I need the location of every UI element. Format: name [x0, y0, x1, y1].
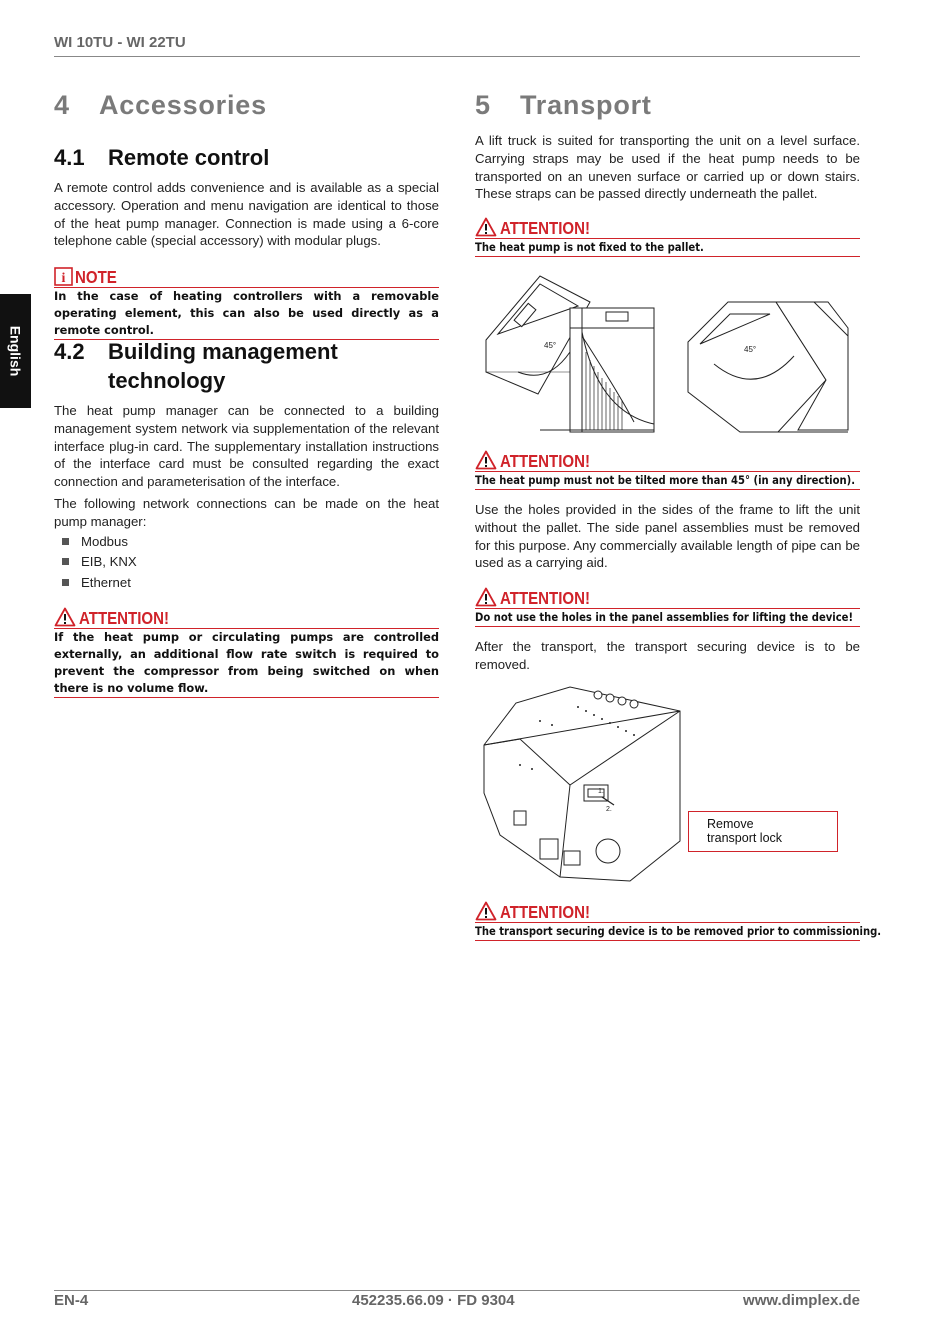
footer-page-number: EN-4: [54, 1292, 89, 1309]
bullet-square-icon: [62, 538, 69, 545]
list-item-text: Modbus: [81, 533, 128, 549]
transport-paragraph-2: Use the holes provided in the sides of the frame to lift the unit without the pallet. The side panel assemblies must be removed for this purpose. Any commercially available length of pipe can be used as a carrying aid.: [475, 502, 860, 571]
section-title-line1: Building management: [108, 339, 338, 364]
warning-triangle-icon: [475, 217, 497, 237]
attention-bottom-rule: [475, 940, 860, 941]
attention-label: ATTENTION!: [500, 588, 591, 608]
bullet-square-icon: [62, 558, 69, 565]
attention-text: The heat pump is not fixed to the pallet.: [475, 240, 704, 254]
warning-triangle-icon: [475, 587, 497, 607]
list-item: [54, 572, 439, 593]
attention-bottom-rule: [475, 626, 860, 627]
warning-triangle-icon: [54, 607, 76, 627]
bms-paragraph-1: The heat pump manager can be connected to a building management system network via supplementation of the relevant interface plug-in card. The supplementary installation instructions of the interface card must be consulted regarding the exact connection and parameterisation of the interface.: [54, 403, 439, 490]
section-5-heading: [475, 90, 652, 121]
step-1-label: 1.: [598, 788, 604, 795]
upright-unit-outline: [570, 308, 654, 432]
angle-label-right: 45°: [744, 345, 757, 354]
footer-website: www.dimplex.de: [743, 1292, 860, 1309]
attention-text: The transport securing device is to be removed prior to commissioning.: [475, 924, 882, 938]
section-title-line2: technology: [108, 368, 226, 393]
footer-document-number: 452235.66.09 · FD 9304: [352, 1292, 515, 1309]
attention-bottom-rule: [54, 697, 439, 698]
section-number: 5: [475, 90, 491, 120]
footer-divider: [54, 1290, 860, 1291]
warning-triangle-icon: [475, 901, 497, 921]
lock-label-line1: Remove: [707, 817, 754, 831]
remove-transport-lock-callout-box: [688, 811, 838, 852]
svg-text:i: i: [61, 271, 66, 286]
attention-header: [475, 215, 860, 237]
section-4-1-heading: [54, 143, 269, 172]
language-tab-label: English: [7, 325, 24, 377]
step-2-label: 2.: [606, 806, 612, 813]
document-header-title: WI 10TU - WI 22TU: [54, 34, 186, 51]
list-item: [54, 531, 439, 552]
attention-callout-panel-holes: [475, 585, 860, 627]
attention-label: ATTENTION!: [500, 451, 591, 471]
attention-header: [475, 899, 860, 921]
transport-lock-figure: [480, 685, 690, 883]
note-callout: [54, 264, 439, 340]
attention-callout-tilt: [475, 448, 860, 490]
bms-paragraph-2: The following network connections can be made on the heat pump manager:: [54, 496, 439, 529]
section-title: Accessories: [99, 90, 267, 120]
list-item: [54, 552, 439, 573]
language-tab: [0, 294, 31, 408]
remote-control-paragraph: A remote control adds convenience and is available as a special accessory. Operation and menu navigation are identical to those of the heat pump manager. Connection is made using a 6-core telephone cable (special accessory) with modular plugs.: [54, 180, 439, 249]
attention-label: ATTENTION!: [500, 218, 591, 238]
attention-callout-not-fixed: [475, 215, 860, 257]
attention-callout-external-pumps: [54, 605, 439, 698]
attention-header: [475, 448, 860, 470]
section-title: Transport: [520, 90, 652, 120]
transport-paragraph-1: A lift truck is suited for transporting the unit on a level surface. Carrying straps may be used if the heat pump needs to be transported on an uneven surface or carried up or down stairs. These straps can be passed directly underneath the pallet.: [475, 133, 860, 202]
info-icon: [54, 267, 73, 286]
section-title: [108, 337, 338, 395]
section-number: 4.2: [54, 339, 85, 364]
section-title: Remote control: [108, 145, 270, 170]
bullet-square-icon: [62, 579, 69, 586]
section-4-2-heading: [54, 337, 338, 395]
attention-text: The heat pump must not be tilted more than 45° (in any direction).: [475, 473, 856, 487]
lock-label-line2: transport lock: [707, 831, 783, 845]
attention-bottom-rule: [475, 489, 860, 490]
note-header: [54, 264, 439, 286]
list-item-text: EIB, KNX: [81, 554, 137, 570]
attention-callout-commissioning: [475, 899, 882, 941]
attention-header: [54, 605, 439, 627]
section-4-heading: [54, 90, 267, 121]
section-number: 4: [54, 90, 70, 120]
tilt-limit-figure: [478, 272, 858, 434]
warning-triangle-icon: [475, 450, 497, 470]
transport-paragraph-3: After the transport, the transport securing device is to be removed.: [475, 639, 860, 672]
network-connections-list: [54, 531, 439, 593]
attention-text: Do not use the holes in the panel assemblies for lifting the device!: [475, 610, 854, 624]
attention-label: ATTENTION!: [500, 902, 591, 922]
angle-label-left: 45°: [544, 341, 557, 350]
attention-header: [475, 585, 860, 607]
attention-text: If the heat pump or circulating pumps are controlled externally, an additional flow rate switch is required to prevent the compressor from being switched on when there is no volume flow.: [54, 630, 439, 695]
section-number: 4.1: [54, 145, 85, 170]
header-divider: [54, 56, 860, 57]
note-text: In the case of heating controllers with a removable operating element, this can also be used directly as a remote control.: [54, 289, 439, 337]
attention-bottom-rule: [475, 256, 860, 257]
list-item-text: Ethernet: [81, 574, 131, 590]
note-label: NOTE: [75, 267, 117, 287]
attention-label: ATTENTION!: [79, 608, 170, 628]
